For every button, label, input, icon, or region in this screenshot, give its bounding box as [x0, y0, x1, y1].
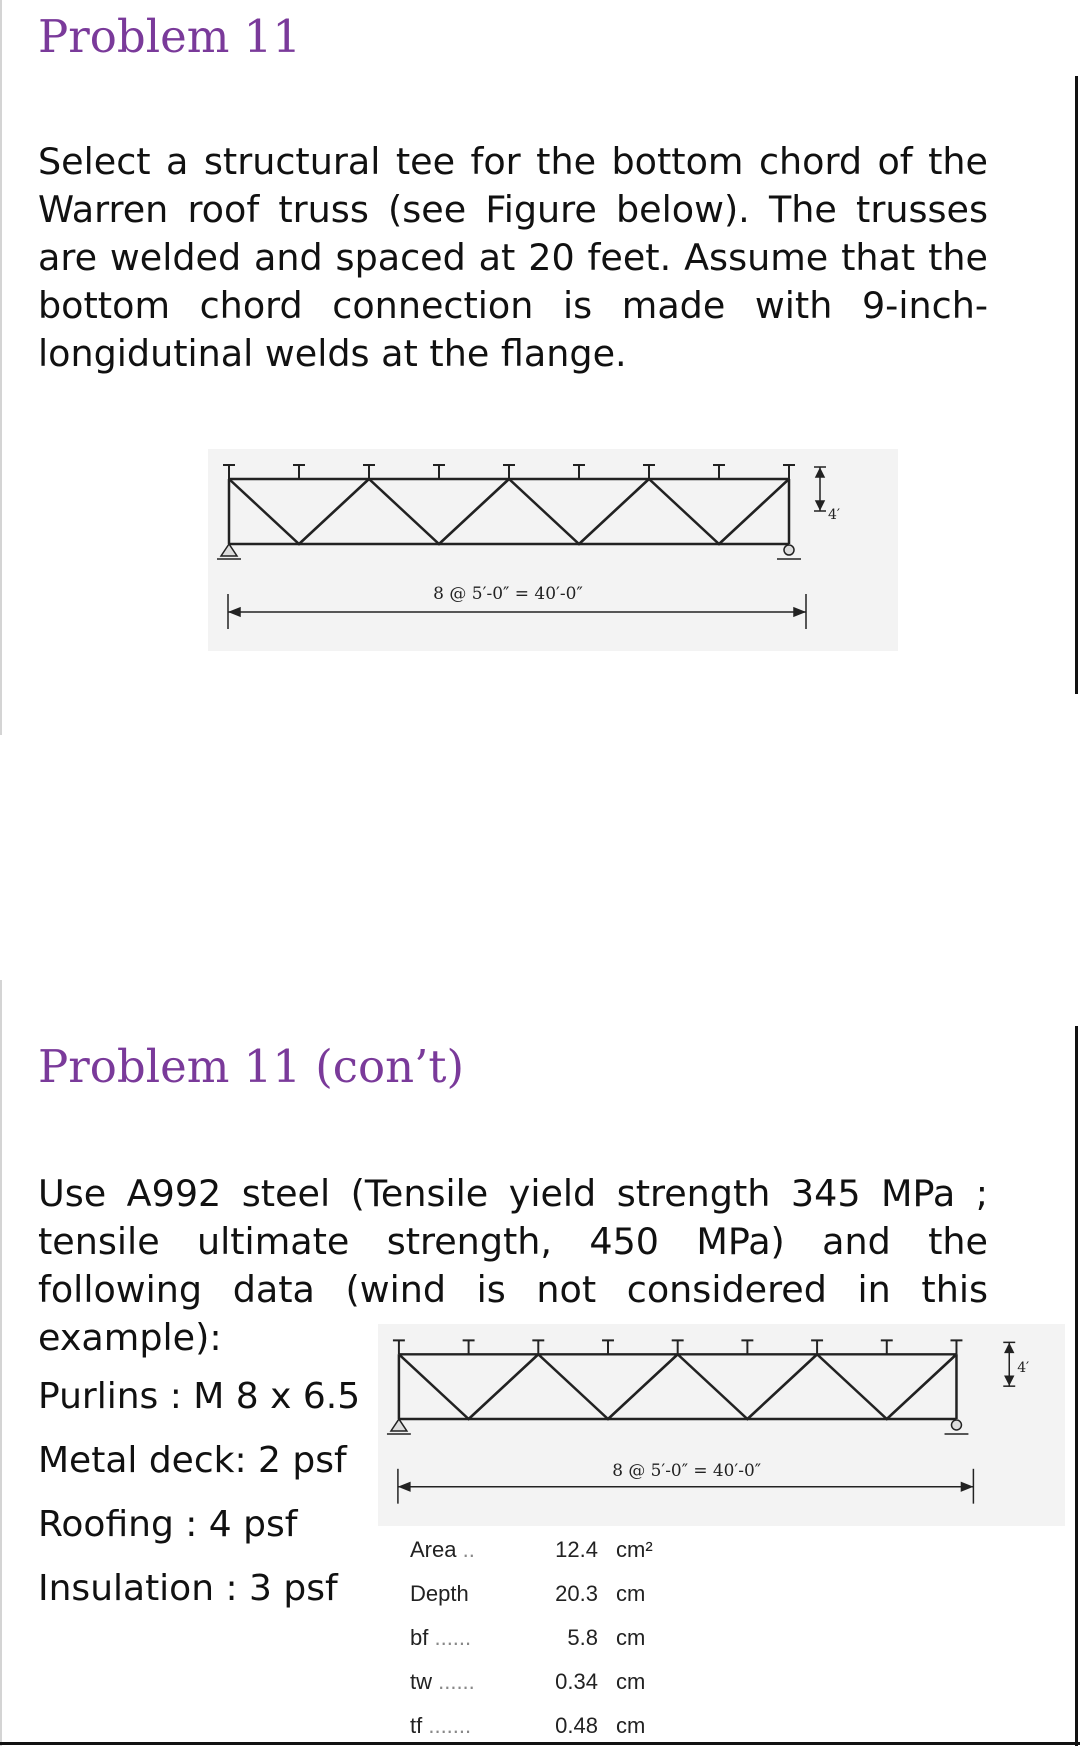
table-row: [410, 1528, 676, 1572]
roller-support: [784, 545, 794, 555]
purlin-loads: [393, 1340, 963, 1354]
load-roofing: Roofing : 4 psf: [38, 1504, 298, 1545]
truss-members: [399, 1354, 957, 1419]
height-label: 4′: [1017, 1360, 1030, 1377]
table-row: [410, 1572, 676, 1616]
property-unit: cm: [616, 1581, 646, 1606]
span-label: 8 @ 5′-0″ = 40′-0″: [612, 1459, 762, 1480]
property-value: 20.3: [555, 1581, 598, 1606]
table-row: [410, 1616, 676, 1660]
slide-right-edge: [1075, 1026, 1078, 1746]
load-purlins: Purlins : M 8 x 6.5: [38, 1376, 361, 1417]
problem-title: Problem 11: [38, 10, 301, 63]
table-row: [410, 1660, 676, 1704]
height-label: 4′: [828, 507, 841, 523]
height-dimension: [1003, 1342, 1015, 1386]
property-unit: cm: [616, 1625, 646, 1650]
slide-gap: [0, 735, 1080, 980]
property-value: 0.34: [555, 1669, 598, 1694]
truss-members: [229, 479, 789, 544]
load-insulation: Insulation : 3 psf: [38, 1568, 338, 1609]
property-value: 12.4: [555, 1537, 598, 1562]
property-label: tf: [410, 1713, 423, 1738]
slide-left-edge: [0, 0, 2, 735]
purlin-loads: [223, 465, 795, 479]
truss-diagram-2: [378, 1324, 1065, 1526]
bottom-rule: [0, 1742, 1080, 1745]
problem-data-statement: Use A992 steel (Tensile yield strength 345 MPa ; tensile ultimate strength, 450 MPa) and the following data (wind is not considered in this example):: [38, 1172, 988, 1359]
property-unit: cm²: [616, 1537, 653, 1562]
property-dots: .......: [422, 1713, 472, 1738]
property-unit: cm: [616, 1669, 646, 1694]
property-label: tw: [410, 1669, 432, 1694]
property-label: Area: [410, 1537, 457, 1562]
property-label: bf: [410, 1625, 429, 1650]
property-unit: cm: [616, 1713, 646, 1738]
problem-statement: Select a structural tee for the bottom chord of the Warren roof truss (see Figure below). The trusses are welded and spaced at 20 feet. Assume that the bottom chord connection is made with 9-inch-longidutinal welds at the flange.: [38, 140, 988, 375]
supports: [217, 544, 801, 559]
truss-figure: [208, 449, 898, 651]
web-diagonals: [229, 479, 789, 544]
pin-support: [221, 544, 237, 556]
slide-left-edge: [0, 980, 2, 1746]
property-dots: ......: [428, 1625, 472, 1650]
property-dots: ......: [432, 1669, 475, 1694]
load-list: [38, 1365, 360, 1621]
slide-right-edge: [1075, 76, 1078, 694]
web-diagonals-inner: [299, 479, 719, 544]
slide-1: [0, 0, 1080, 735]
load-metal-deck: Metal deck: 2 psf: [38, 1440, 347, 1481]
height-dimension: [814, 467, 826, 511]
truss-figure-2: [378, 1324, 1065, 1526]
span-label: 8 @ 5′-0″ = 40′-0″: [433, 584, 583, 604]
property-value: 5.8: [567, 1625, 598, 1650]
problem-continued-title: Problem 11 (con’t): [38, 1040, 465, 1093]
property-value: 0.48: [555, 1713, 598, 1738]
truss-diagram: [208, 449, 898, 651]
property-dots: ..: [456, 1537, 475, 1562]
property-label: Depth: [410, 1581, 469, 1606]
supports: [387, 1419, 968, 1434]
section-properties-table: [410, 1528, 676, 1748]
